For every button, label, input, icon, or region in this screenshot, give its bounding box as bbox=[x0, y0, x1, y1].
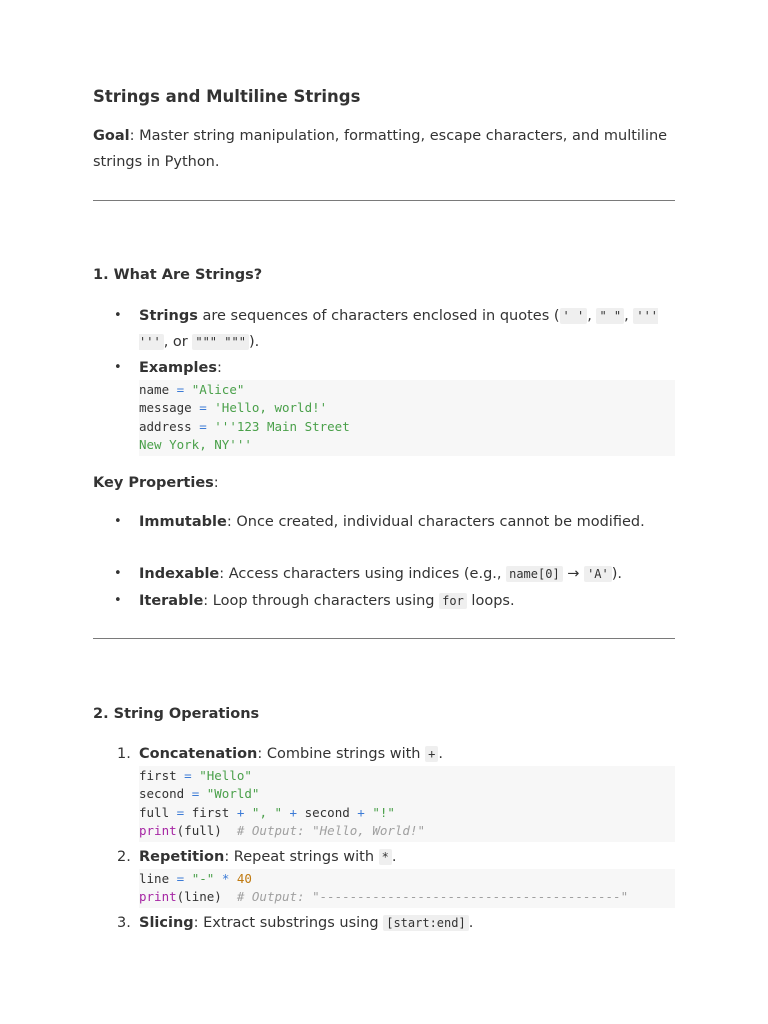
divider bbox=[93, 638, 675, 639]
inline-code: ' ' bbox=[560, 308, 588, 324]
code-token: message bbox=[139, 400, 200, 416]
list-item-text bbox=[139, 844, 675, 870]
term-strings: Strings bbox=[139, 308, 198, 324]
text: : Access characters using indices (e.g., bbox=[219, 566, 507, 582]
code-line bbox=[139, 767, 675, 785]
code-token: second bbox=[139, 786, 192, 802]
code-token: = bbox=[199, 400, 207, 416]
text: : Once created, individual characters cannot be modified. bbox=[226, 514, 645, 530]
code-line bbox=[139, 870, 675, 888]
term-examples: Examples bbox=[139, 360, 217, 376]
code-token: # Output: "----------------------------------------" bbox=[236, 889, 629, 905]
text: loops. bbox=[466, 593, 515, 609]
code-token: # Output: "Hello, World!" bbox=[236, 823, 426, 839]
page-title: Strings and Multiline Strings bbox=[93, 87, 361, 106]
list-item-text bbox=[139, 509, 675, 535]
code-token: 40 bbox=[229, 871, 252, 886]
term-iterable: Iterable bbox=[139, 593, 204, 609]
text: : Combine strings with bbox=[257, 746, 426, 762]
code-token: first bbox=[139, 768, 185, 783]
code-line bbox=[139, 399, 675, 417]
inline-code: " " bbox=[596, 308, 624, 324]
code-token: ", " bbox=[244, 804, 290, 820]
divider bbox=[93, 200, 675, 201]
inline-code: * bbox=[379, 849, 392, 865]
text: → bbox=[562, 566, 585, 582]
inline-code: name[0] bbox=[506, 566, 563, 582]
inline-code: ''' ''' bbox=[139, 309, 659, 349]
code-token: "World" bbox=[199, 786, 260, 802]
code-token: "Alice" bbox=[184, 382, 245, 397]
code-token: = bbox=[199, 418, 207, 434]
list-number: 3. bbox=[117, 915, 131, 931]
text: . bbox=[468, 915, 474, 931]
code-token: full bbox=[139, 804, 177, 820]
key-properties-label bbox=[93, 470, 675, 496]
section-heading-string-operations: 2. String Operations bbox=[93, 706, 260, 722]
code-line bbox=[139, 785, 675, 803]
list-item-text bbox=[139, 741, 675, 767]
bullet-dot: • bbox=[114, 593, 122, 608]
inline-code: 'A' bbox=[584, 566, 612, 582]
code-token: = bbox=[176, 804, 185, 820]
text: , or bbox=[163, 334, 193, 350]
bullet-dot: • bbox=[114, 308, 122, 323]
code-line bbox=[139, 822, 675, 840]
code-line bbox=[139, 804, 675, 822]
code-block-repetition bbox=[139, 869, 675, 908]
code-token: print bbox=[139, 889, 177, 905]
bullet-dot: • bbox=[114, 566, 122, 581]
code-token: = bbox=[191, 786, 200, 802]
code-token: name bbox=[139, 382, 177, 397]
code-token: = bbox=[184, 768, 192, 783]
goal-text: : Master string manipulation, formatting, escape characters, and multiline strings in Python. bbox=[93, 128, 668, 170]
code-token: "!" bbox=[364, 804, 395, 820]
term-slicing: Slicing bbox=[139, 915, 194, 931]
code-token: '''123 Main Street bbox=[206, 418, 350, 434]
code-token: second bbox=[297, 804, 358, 820]
text: : Loop through characters using bbox=[203, 593, 440, 609]
text: . bbox=[438, 746, 443, 762]
text: : Extract substrings using bbox=[193, 915, 384, 931]
code-token: + bbox=[289, 804, 298, 820]
code-token: (full) bbox=[176, 823, 237, 839]
key-properties-bold: Key Properties bbox=[93, 475, 214, 491]
text: : Repeat strings with bbox=[224, 849, 379, 865]
code-token: New York, NY''' bbox=[139, 437, 252, 453]
text: ). bbox=[611, 566, 623, 582]
term-immutable: Immutable bbox=[139, 514, 227, 530]
text: : bbox=[216, 360, 222, 376]
code-token: first bbox=[184, 804, 237, 820]
goal-label: Goal bbox=[93, 128, 130, 144]
code-token: "-" bbox=[184, 871, 222, 886]
list-item-text bbox=[139, 910, 675, 936]
list-item-text bbox=[139, 588, 675, 614]
code-token: + bbox=[357, 804, 365, 820]
inline-code: for bbox=[439, 593, 467, 609]
code-block-concatenation bbox=[139, 766, 675, 842]
inline-code: [start:end] bbox=[383, 915, 468, 931]
section-heading-what-are-strings: 1. What Are Strings? bbox=[93, 267, 263, 283]
code-token: 'Hello, world!' bbox=[206, 400, 328, 416]
text: are sequences of characters enclosed in quotes ( bbox=[197, 308, 560, 324]
code-line bbox=[139, 418, 675, 436]
text: , bbox=[624, 308, 634, 324]
inline-code: """ """ bbox=[192, 334, 249, 350]
text: , bbox=[587, 308, 597, 324]
list-item-text bbox=[139, 303, 675, 355]
code-token: "Hello" bbox=[191, 768, 252, 783]
code-token: (line) bbox=[176, 889, 237, 905]
code-token: = bbox=[176, 382, 185, 397]
code-line bbox=[139, 888, 675, 906]
text: ). bbox=[248, 334, 260, 350]
goal-paragraph bbox=[93, 123, 675, 175]
bullet-dot: • bbox=[114, 360, 122, 375]
text: . bbox=[391, 849, 397, 865]
term-indexable: Indexable bbox=[139, 566, 220, 582]
code-token: = bbox=[176, 871, 185, 886]
code-token: + bbox=[236, 804, 245, 820]
code-token: address bbox=[139, 418, 200, 434]
list-item-text bbox=[139, 561, 675, 587]
code-token: line bbox=[139, 871, 177, 886]
list-item-text bbox=[139, 355, 675, 381]
code-token: * bbox=[221, 871, 230, 886]
bullet-dot: • bbox=[114, 514, 122, 529]
inline-code: + bbox=[425, 746, 438, 762]
list-number: 2. bbox=[117, 849, 131, 865]
code-line bbox=[139, 436, 675, 454]
code-line bbox=[139, 381, 675, 399]
code-token: print bbox=[139, 823, 177, 839]
code-block-examples bbox=[139, 380, 675, 456]
text: : bbox=[213, 475, 219, 491]
list-number: 1. bbox=[117, 746, 131, 762]
term-concatenation: Concatenation bbox=[139, 746, 258, 762]
term-repetition: Repetition bbox=[139, 849, 225, 865]
